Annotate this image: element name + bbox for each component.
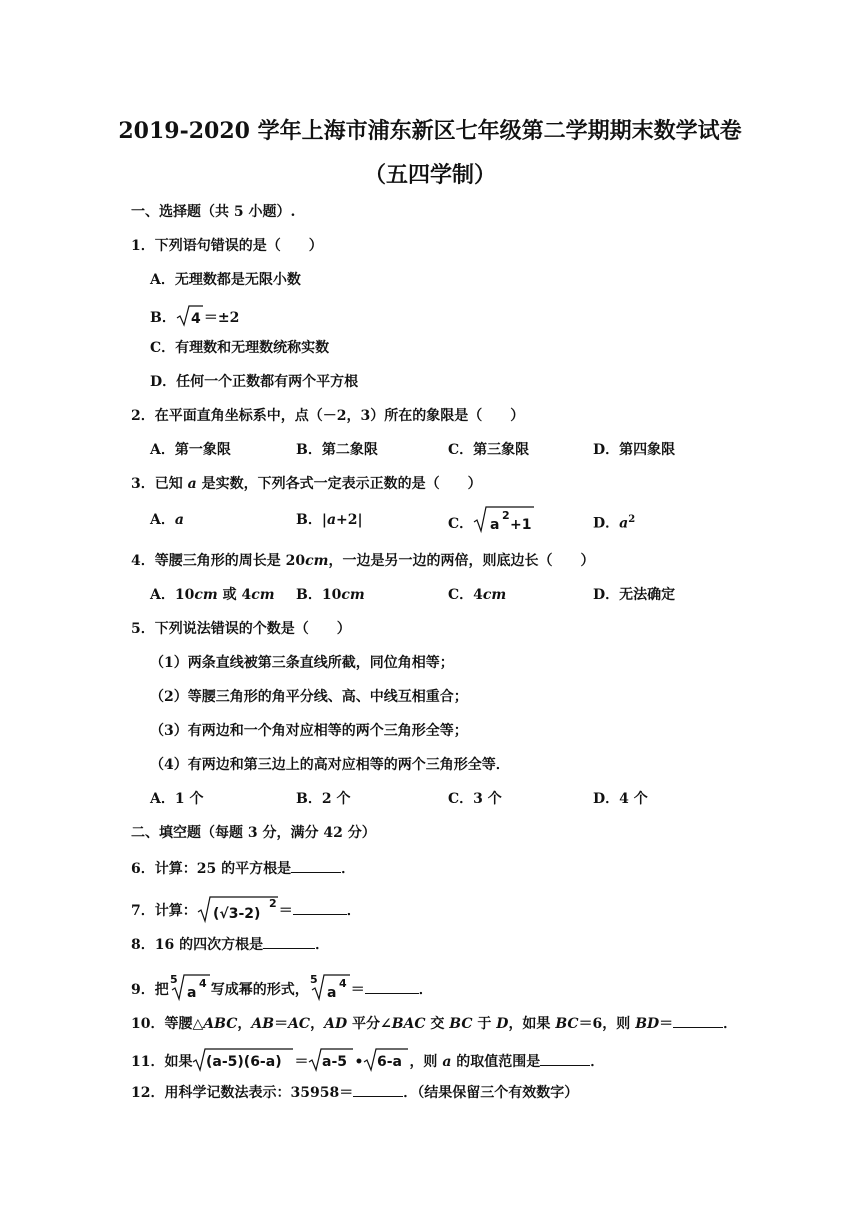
question-8: 8．16 的四次方根是 ． [131,934,329,955]
q4-option-c: C．4cm [448,587,507,603]
svg-text:4: 4 [198,977,207,990]
q3-option-a: A．a [150,512,184,528]
q3-option-d: D．$a^2$ [593,514,636,532]
question-10: 10．等腰△ABC，AB＝AC，AD 平分∠BAC 交 BC 于 D，如果 BC＝6，则 BD＝ ． [131,1013,737,1034]
answer-blank[interactable] [365,979,419,994]
fifth-root-sign [169,972,211,1008]
sqrt-sign [192,1047,294,1079]
svg-text:5: 5 [169,973,178,986]
q5-statement-4: （4）有两边和第三边上的高对应相等的两个三角形全等． [150,757,510,773]
q4-options [0,585,860,605]
svg-text:a: a [326,985,337,1001]
svg-text:a: a [490,517,500,533]
answer-blank[interactable] [263,934,315,949]
sqrt-sign [363,1047,409,1079]
section-heading-fill: 二、填空题（每题 3 分，满分 42 分） [131,825,376,841]
svg-text:6-a: 6-a [377,1054,403,1070]
question-11: 11．如果 (a-5)(6-a) ＝ a-5 • 6-a ，则 a 的取值范围是 ． [131,1047,604,1079]
answer-blank[interactable] [353,1082,403,1097]
svg-text:+1: +1 [510,517,532,533]
q3-option-b: B．|a+2| [296,512,363,528]
q2-option-d: D．第四象限 [593,442,676,458]
answer-blank[interactable] [540,1051,590,1066]
q1-option-d: D．任何一个正数都有两个平方根 [150,374,359,390]
q1-option-a: A．无理数都是无限小数 [150,272,301,288]
question-4-stem: 4．等腰三角形的周长是 20cm，一边是另一边的两倍，则底边长（ ） [131,553,595,569]
sqrt-sign [308,1047,354,1079]
q5-option-d: D．4 个 [593,791,648,807]
fifth-root-sign [309,972,351,1008]
q5-option-b: B．2 个 [296,791,351,807]
question-12: 12．用科学记数法表示：35958＝ ．（结果保留三个有效数字） [131,1082,578,1103]
q4-option-b: B．10cm [296,587,365,603]
svg-text:2: 2 [268,897,277,910]
section-heading-choice: 一、选择题（共 5 小题）. [131,204,296,220]
q5-statement-2: （2）等腰三角形的角平分线、高、中线互相重合； [150,689,468,705]
page-title: 2019-2020 学年上海市浦东新区七年级第二学期期末数学试卷 [118,118,742,144]
q3-option-c: C． a 2 +1 [448,504,535,540]
svg-text:a: a [186,985,197,1001]
svg-text:4: 4 [190,311,201,327]
sqrt-sign [176,304,204,334]
answer-blank[interactable] [673,1013,723,1028]
svg-text:(a-5)(6-a): (a-5)(6-a) [206,1054,283,1070]
svg-text:4: 4 [338,977,347,990]
svg-text:(√3-2): (√3-2) [212,906,261,922]
question-1-stem: 1．下列语句错误的是（ ） [131,238,323,254]
svg-text:2: 2 [502,509,510,522]
q5-statement-3: （3）有两边和一个角对应相等的两个三角形全等； [150,723,468,739]
question-3-stem: 3．已知 a 是实数，下列各式一定表示正数的是（ ） [131,476,482,492]
sqrt-sign [197,894,279,930]
q3-options [0,510,860,534]
question-9: 9．把 5 a 4 写成幂的形式， 5 a 4 ＝ ． [131,972,433,1008]
question-2-stem: 2．在平面直角坐标系中，点（－2，3）所在的象限是（ ） [131,408,525,424]
question-5-stem: 5．下列说法错误的个数是（ ） [131,621,351,637]
q5-option-c: C．3 个 [448,791,502,807]
q4-option-a: A．10cm 或 4cm [150,587,275,603]
q5-option-a: A．1 个 [150,791,204,807]
svg-text:a-5: a-5 [322,1054,348,1070]
q1-option-c: C．有理数和无理数统称实数 [150,340,330,356]
question-6: 6．计算：25 的平方根是 ． [131,858,355,879]
svg-text:5: 5 [309,973,318,986]
q5-statement-1: （1）两条直线被第三条直线所截，同位角相等； [150,655,454,671]
q1-option-b: B． 4 ＝±2 [150,304,239,334]
q2-option-c: C．第三象限 [448,442,530,458]
q2-option-b: B．第二象限 [296,442,378,458]
page-subtitle: （五四学制） [363,162,496,188]
q5-options [0,789,860,809]
sqrt-sign [473,504,535,540]
answer-blank[interactable] [293,900,347,915]
answer-blank[interactable] [291,858,341,873]
q4-option-d: D．无法确定 [593,587,676,603]
q2-option-a: A．第一象限 [150,442,231,458]
question-7: 7．计算： (√3-2) 2 ＝ ． [131,894,361,930]
q2-options [0,440,860,460]
